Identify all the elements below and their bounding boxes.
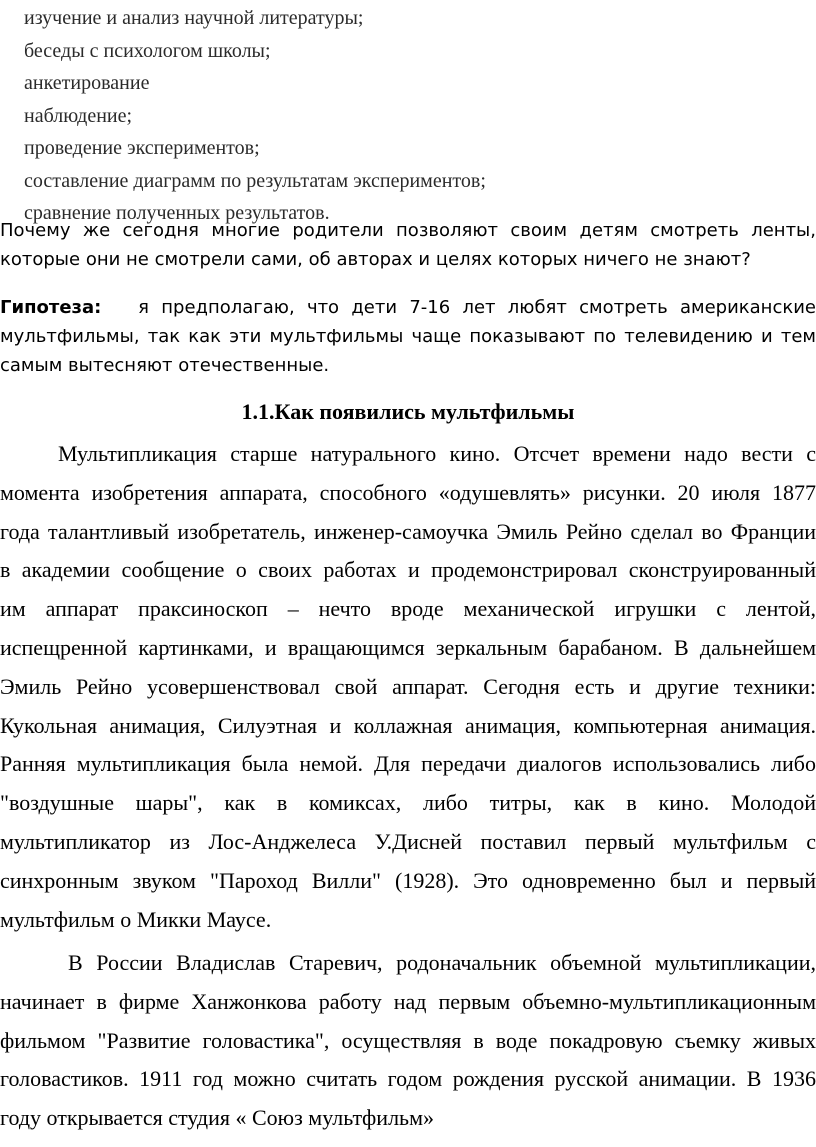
paragraph-history <box>0 435 816 939</box>
text-line: В России Владислав Старевич, родоначальник объемной мультипликации, <box>68 950 816 975</box>
text-line: испещренной картинками, и вращающимся зеркальным барабаном. В дальнейшем <box>0 634 816 660</box>
text-line: мультфильм о Микки Маусе. <box>0 906 272 932</box>
text-line: Кукольная анимация, Силуэтная и коллажная анимация, компьютерная анимация. <box>0 712 816 738</box>
text-line: мультфильмы, так как эти мультфильмы чаще показывают по телевидению и тем <box>0 326 816 347</box>
list-item: изучение и анализ научной литературы; <box>24 7 364 29</box>
list-item: анкетирование <box>24 72 150 94</box>
text-line: им аппарат праксиноскоп – нечто вроде механической игрушки с лентой, <box>0 596 816 622</box>
text-line: момента изобретения аппарата, способного «одушевлять» рисунки. 20 июля 1877 <box>0 479 816 505</box>
text-line: в академии сообщение о своих работах и продемонстрировал сконструированный <box>0 557 816 583</box>
text-line <box>0 293 816 322</box>
list-item: беседы с психологом школы; <box>24 39 271 62</box>
text-line: фильмом "Развитие головастика", осуществляя в воде покадровую съемку живых <box>0 1027 816 1053</box>
list-item: сравнение полученных результатов. <box>24 202 330 224</box>
text-line: самым вытесняют отечественные. <box>0 355 330 376</box>
list-item: проведение экспериментов; <box>24 137 260 159</box>
list-item: наблюдение; <box>24 104 133 127</box>
question-paragraph <box>0 216 816 274</box>
text-line: Эмиль Рейно усовершенствовал свой аппарат. Сегодня есть и другие техники: <box>0 673 816 699</box>
section-heading: 1.1.Как появились мультфильмы <box>241 399 575 424</box>
list-item: составление диаграмм по результатам экспериментов; <box>24 169 486 192</box>
hypothesis-label: Гипотеза: <box>0 297 102 318</box>
text-line: мультипликатор из Лос-Анджелеса У.Дисней поставил первый мультфильм с <box>0 828 816 854</box>
text-line: году открывается студия « Союз мультфильм» <box>0 1105 435 1131</box>
text-line: Ранняя мультипликация была немой. Для передачи диалогов использовались либо <box>0 751 816 777</box>
text-line: синхронным звуком "Пароход Вилли" (1928). Это одновременно был и первый <box>0 867 816 893</box>
text-line: которые они не смотрели сами, об авторах и целях которых ничего не знают? <box>0 249 751 270</box>
hypothesis-text: я предполагаю, что дети 7-16 лет любят смотреть американские <box>138 297 816 318</box>
text-line: Мультипликация старше натурального кино. Отсчет времени надо вести с <box>58 441 816 466</box>
text-line: головастиков. 1911 год можно считать годом рождения русской анимации. В 1936 <box>0 1066 816 1092</box>
paragraph-russia <box>0 944 816 1138</box>
text-line: начинает в фирме Ханжонкова работу над первым объемно-мультипликационным <box>0 988 816 1014</box>
methods-list <box>24 2 486 230</box>
text-line: года талантливый изобретатель, инженер-самоучка Эмиль Рейно сделал во Франции <box>0 518 816 544</box>
hypothesis-paragraph <box>0 293 816 380</box>
text-line: "воздушные шары", как в комиксах, либо титры, как в кино. Молодой <box>0 790 816 816</box>
text-line: Почему же сегодня многие родители позволяют своим детям смотреть ленты, <box>0 220 816 241</box>
